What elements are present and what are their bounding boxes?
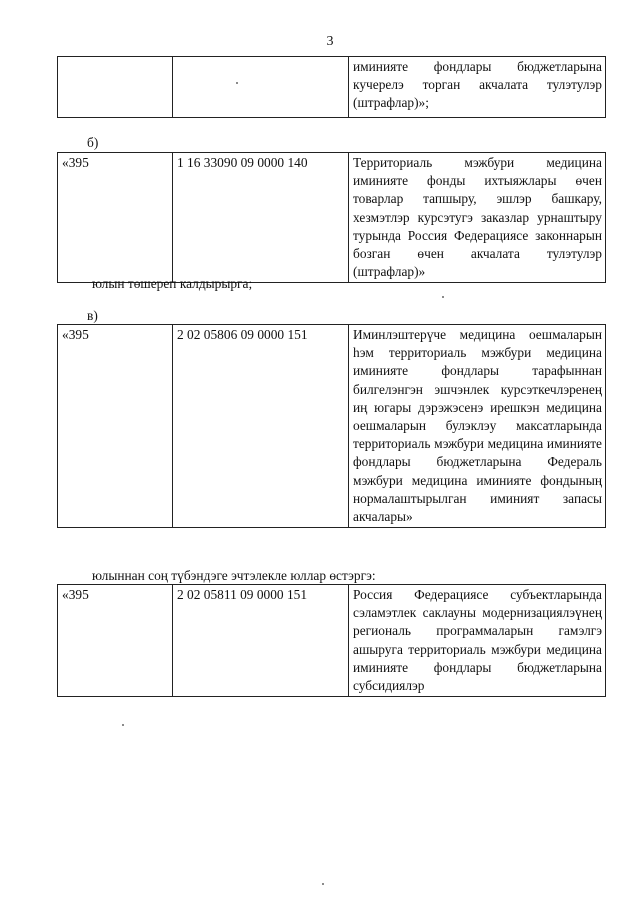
kbk-cell: 2 02 05811 09 0000 151 bbox=[173, 585, 349, 697]
table-row bbox=[58, 325, 606, 528]
description-cell: Россия Федерациясе субъектларында сэламэтлек саклауны модернизациялэүнең региональ программаларын гамэлгэ ашыруга территориаль мэжбури медицина иминияте фондлары бюджетларына субсидиялэр bbox=[349, 585, 606, 697]
code-cell: «395 bbox=[58, 585, 173, 697]
instruction-paragraph-b: юлын төшереп калдырырга; bbox=[92, 276, 253, 291]
kbk-cell: 2 02 05806 09 0000 151 bbox=[173, 325, 349, 528]
scan-speck bbox=[442, 296, 444, 298]
table-row bbox=[58, 57, 606, 118]
description-cell: Территориаль мэжбури медицина иминияте фонды ихтыяжлары өчен товарлар тапшыру, эшлэр башкару, хезмэтлэр курсэтугэ заказлар урнаштыру турында Россия Федерациясе законнарын бозган өчен акчалата тулэтулэр (штрафлар)» bbox=[349, 153, 606, 283]
code-cell bbox=[58, 57, 173, 118]
kbk-cell bbox=[173, 57, 349, 118]
table-last bbox=[57, 584, 606, 697]
table-row bbox=[58, 585, 606, 697]
page-number: 3 bbox=[326, 34, 334, 49]
instruction-paragraph-v: юлыннан соң түбэндэге эчтэлекле юллар өстэргэ: bbox=[92, 568, 376, 583]
description-cell: иминияте фондлары бюджетларына кучерелэ торган акчалата тулэтулэр (штрафлар)»; bbox=[349, 57, 606, 118]
scan-speck bbox=[236, 82, 238, 84]
section-label-v: в) bbox=[87, 308, 98, 323]
table-v bbox=[57, 324, 606, 528]
section-label-b: б) bbox=[87, 135, 99, 150]
kbk-cell: 1 16 33090 09 0000 140 bbox=[173, 153, 349, 283]
table-b bbox=[57, 152, 606, 283]
scan-speck bbox=[122, 724, 124, 726]
description-cell: Иминлэштерүче медицина оешмаларын hэм территориаль мэжбури медицина иминияте фондлары тарафыннан билгелэнгэн эшчэнлек курсэткечлэренең иң югары дэрэжэсенэ ирешкэн медицина оешмаларын булэклэу максатларында территориаль мэжбури медицина иминияте фондлары бюджетларына Федераль мэжбури медицина иминияте фондының нормалаштырылган иминият запасы акчалары» bbox=[349, 325, 606, 528]
table-top bbox=[57, 56, 606, 118]
code-cell: «395 bbox=[58, 325, 173, 528]
scan-speck bbox=[322, 883, 324, 885]
code-cell: «395 bbox=[58, 153, 173, 283]
table-row bbox=[58, 153, 606, 283]
